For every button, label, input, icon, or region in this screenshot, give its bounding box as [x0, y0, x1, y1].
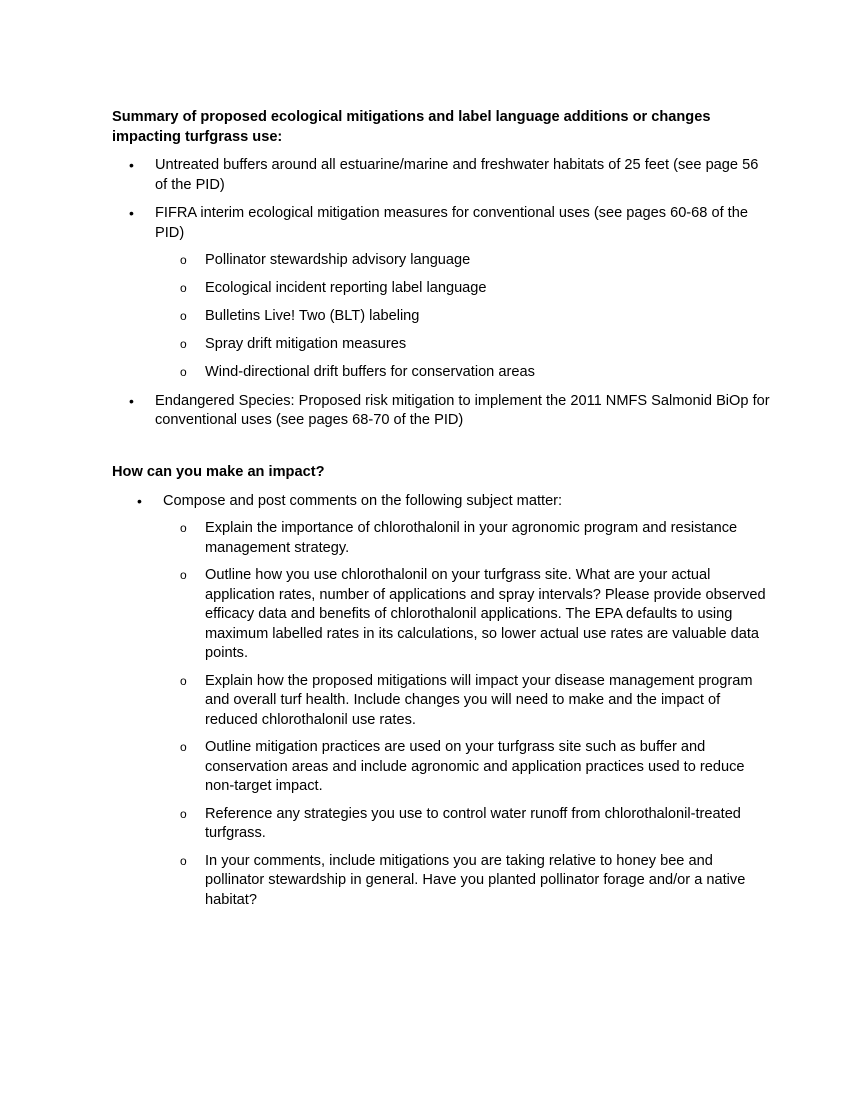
- bullet-icon: •: [137, 492, 142, 509]
- summary-heading: Summary of proposed ecological mitigations and label language additions or changes impacting turfgrass use:: [112, 109, 711, 145]
- sub-list-item-text: Bulletins Live! Two (BLT) labeling: [205, 308, 420, 324]
- circle-bullet-icon: o: [180, 853, 187, 868]
- sub-list-item: [112, 852, 772, 911]
- list-item: [112, 492, 772, 911]
- sub-list: [112, 519, 772, 910]
- impact-heading: How can you make an impact?: [112, 464, 325, 480]
- circle-bullet-icon: o: [180, 740, 187, 754]
- sub-list-item: [112, 805, 772, 844]
- bullet-icon: •: [129, 157, 134, 173]
- circle-bullet-icon: o: [180, 673, 187, 688]
- impact-section: [112, 463, 772, 910]
- sub-list-item: [112, 251, 772, 271]
- bullet-icon: •: [129, 392, 134, 409]
- sub-list-item-text: Pollinator stewardship advisory language: [205, 252, 471, 268]
- sub-list-item: [112, 279, 772, 299]
- list-item: [112, 204, 772, 383]
- circle-bullet-icon: o: [180, 521, 187, 535]
- circle-bullet-icon: o: [180, 309, 187, 323]
- sub-list-item-text: Ecological incident reporting label language: [205, 280, 487, 296]
- circle-bullet-icon: o: [180, 337, 187, 351]
- sub-list-item-text: Explain the importance of chlorothalonil in your agronomic program and resistance management strategy.: [205, 520, 738, 556]
- circle-bullet-icon: o: [180, 568, 187, 582]
- sub-list-item: [112, 307, 772, 327]
- list-item-text: Untreated buffers around all estuarine/marine and freshwater habitats of 25 feet (see page 56 of the PID): [155, 157, 759, 193]
- circle-bullet-icon: o: [180, 281, 187, 295]
- impact-list: [112, 492, 772, 911]
- sub-list: [112, 251, 772, 383]
- list-item-text: FIFRA interim ecological mitigation measures for conventional uses (see pages 60-68 of the PID): [155, 205, 748, 241]
- circle-bullet-icon: o: [180, 365, 187, 379]
- sub-list-item-text: In your comments, include mitigations you are taking relative to honey bee and pollinator stewardship in general. Have you planted pollinator forage and/or a native habitat?: [205, 852, 746, 908]
- sub-list-item-text: Outline mitigation practices are used on your turfgrass site such as buffer and conservation areas and include agronomic and application practices used to reduce non-target impact.: [205, 739, 745, 794]
- summary-list: [112, 156, 772, 431]
- sub-list-item-text: Spray drift mitigation measures: [205, 336, 407, 352]
- list-item: [112, 392, 772, 431]
- bullet-icon: •: [129, 205, 134, 221]
- list-item: [112, 156, 772, 195]
- sub-list-item: [112, 335, 772, 355]
- sub-list-item: [112, 738, 772, 797]
- sub-list-item: [112, 672, 772, 731]
- sub-list-item-text: Reference any strategies you use to control water runoff from chlorothalonil-treated turfgrass.: [205, 805, 741, 841]
- list-item-text: Endangered Species: Proposed risk mitigation to implement the 2011 NMFS Salmonid BiOp for conventional uses (see pages 68-70 of the PID): [155, 392, 770, 428]
- summary-section: [112, 108, 772, 431]
- list-item-text: Compose and post comments on the following subject matter:: [163, 492, 563, 509]
- sub-list-item-text: Explain how the proposed mitigations will impact your disease management program and overall turf health. Include changes you will need to make and the impact of reduced chlorothalonil use rates.: [205, 672, 753, 728]
- circle-bullet-icon: o: [180, 253, 187, 267]
- sub-list-item: [112, 519, 772, 558]
- sub-list-item-text: Wind-directional drift buffers for conservation areas: [205, 364, 535, 380]
- circle-bullet-icon: o: [180, 806, 187, 821]
- sub-list-item: [112, 566, 772, 664]
- sub-list-item: [112, 363, 772, 383]
- sub-list-item-text: Outline how you use chlorothalonil on your turfgrass site. What are your actual application rates, number of applications and spray intervals? Please provide observed efficacy data and benefits of chlorothalonil applications. The EPA defaults to using maximum labelled rates in its calculations, so lower actual use rates are valuable data points.: [205, 567, 766, 661]
